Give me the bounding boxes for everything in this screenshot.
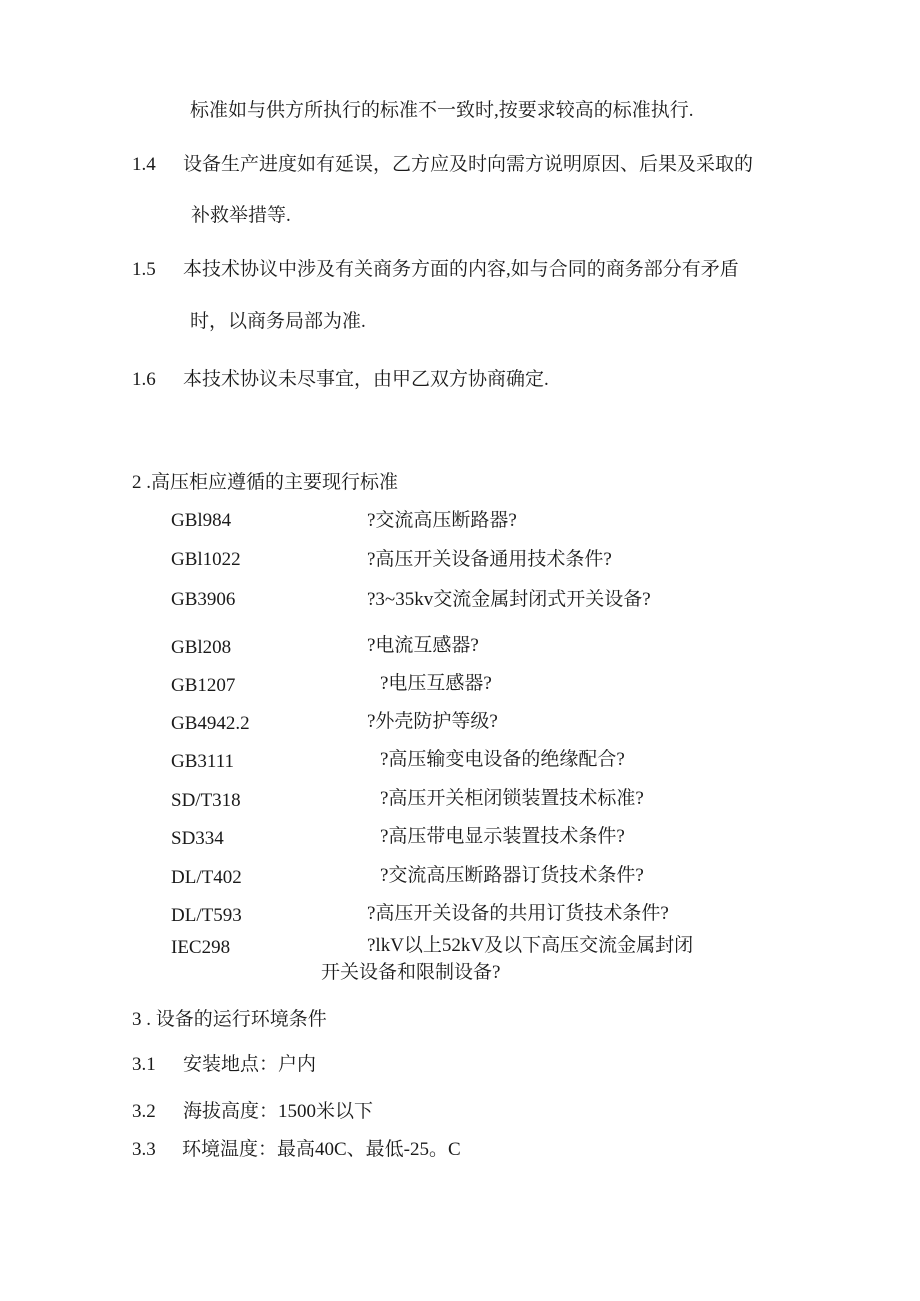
standard-code: DL/T593 <box>171 905 242 926</box>
item-number: 3.2 <box>132 1101 156 1122</box>
standard-code: GB1207 <box>171 675 236 696</box>
standard-code: DL/T402 <box>171 867 242 888</box>
standard-title: ?高压带电显示装置技术条件? <box>380 826 625 847</box>
standard-code: GBl984 <box>171 510 232 531</box>
standard-title: ?外壳防护等级? <box>367 711 498 732</box>
item-text-continuation: 补救举措等. <box>191 205 291 226</box>
item-number: 1.4 <box>132 154 156 175</box>
item-number: 3.3 <box>132 1139 156 1160</box>
continuation-text: 标准如与供方所执行的标准不一致时,按要求较高的标准执行. <box>190 100 694 121</box>
item-text: 海拔高度：1500米以下 <box>183 1101 374 1122</box>
standard-code: GB4942.2 <box>171 713 250 734</box>
standard-code: SD334 <box>171 828 224 849</box>
standard-code: GB3111 <box>171 751 234 772</box>
standard-title: ?交流高压断路器订货技术条件? <box>380 865 644 886</box>
item-text-continuation: 时，以商务局部为准. <box>190 311 366 332</box>
section-heading: 3 . 设备的运行环境条件 <box>132 1009 327 1030</box>
item-text: 本技术协议未尽事宜，由甲乙双方协商确定. <box>183 369 549 390</box>
standard-code: IEC298 <box>171 937 231 958</box>
standard-title: ?高压开关设备通用技术条件? <box>367 549 612 570</box>
standard-title: ?高压输变电设备的绝缘配合? <box>380 749 625 770</box>
standard-title-continuation: 开关设备和限制设备? <box>321 962 501 983</box>
section-heading: 2 .高压柜应遵循的主要现行标准 <box>132 472 399 493</box>
item-number: 1.6 <box>132 369 156 390</box>
standard-code: GBl208 <box>171 637 232 658</box>
standard-code: GBl1022 <box>171 549 241 570</box>
item-text: 本技术协议中涉及有关商务方面的内容,如与合同的商务部分有矛盾 <box>183 259 739 280</box>
standard-title: ?交流高压断路器? <box>367 510 517 531</box>
standard-title: ?lkV以上52kV及以下高压交流金属封闭 <box>367 935 694 956</box>
standard-title: ?电压互感器? <box>380 673 492 694</box>
standard-code: GB3906 <box>171 589 236 610</box>
item-text: 设备生产进度如有延误，乙方应及时向需方说明原因、后果及采取的 <box>183 154 754 175</box>
item-text: 环境温度：最高40C、最低-25。C <box>182 1139 461 1160</box>
standard-title: ?高压开关设备的共用订货技术条件? <box>367 903 669 924</box>
item-text: 安装地点：户内 <box>183 1054 317 1075</box>
standard-title: ?电流互感器? <box>367 635 479 656</box>
standard-code: SD/T318 <box>171 790 241 811</box>
item-number: 1.5 <box>132 259 156 280</box>
item-number: 3.1 <box>132 1054 156 1075</box>
standard-title: ?高压开关柜闭锁装置技术标准? <box>380 788 644 809</box>
standard-title: ?3~35kv交流金属封闭式开关设备? <box>367 589 651 610</box>
